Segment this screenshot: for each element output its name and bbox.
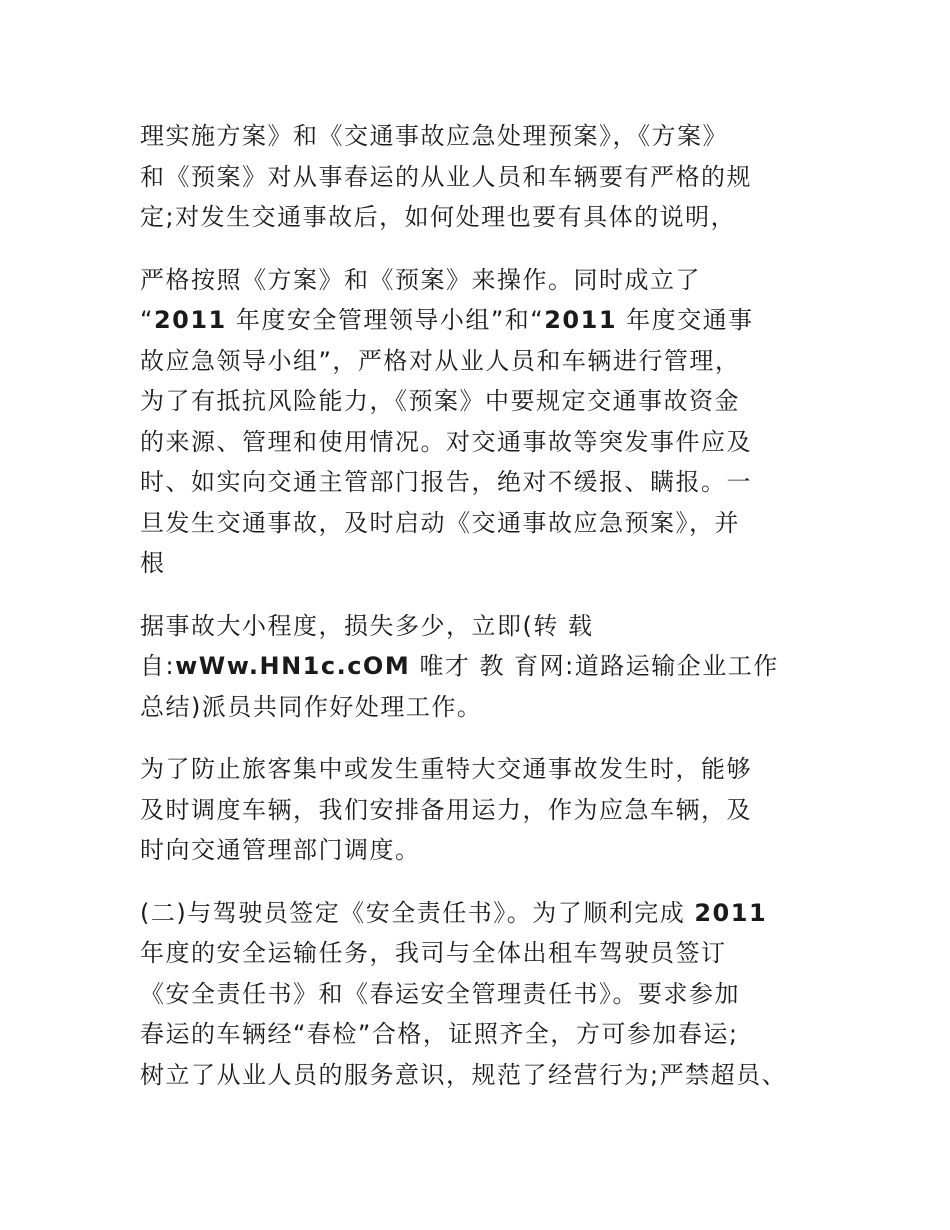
- document-body: [140, 116, 820, 1095]
- text-line: 严格按照《方案》和《预案》来操作。同时成立了: [140, 265, 701, 294]
- text-line: 的来源、管理和使用情况。对交通事故等突发事件应及: [140, 427, 752, 456]
- paragraph-2: [140, 260, 820, 584]
- text-line: 自:wWw.HN1c.cOM 唯才 教 育网:道路运输企业工作: [140, 652, 779, 680]
- text-line: 和《预案》对从事春运的从业人员和车辆要有严格的规: [140, 162, 752, 191]
- text-line: 为了有抵抗风险能力，《预案》中要规定交通事故资金: [140, 387, 740, 415]
- text-line: 为了防止旅客集中或发生重特大交通事故发生时，能够: [140, 755, 752, 783]
- paragraph-4: [140, 749, 820, 871]
- text-line: 《安全责任书》和《春运安全管理责任书》。要求参加: [140, 979, 740, 1008]
- text-line: 树立了从业人员的服务意识，规范了经营行为;严禁超员、: [140, 1060, 788, 1089]
- paragraph-1: [140, 116, 820, 238]
- text-line: 旦发生交通事故，及时启动《交通事故应急预案》，并: [140, 508, 740, 537]
- text-line: 据事故大小程度，损失多少，立即(转 载: [140, 611, 594, 640]
- text-line: 理实施方案》和《交通事故应急处理预案》，《方案》: [140, 122, 728, 150]
- paragraph-5: [140, 893, 820, 1096]
- text-line: 总结)派员共同作好处理工作。: [140, 692, 483, 721]
- text-line: 春运的车辆经“春检”合格，证照齐全，方可参加春运;: [140, 1020, 739, 1048]
- text-line: 定;对发生交通事故后，如何处理也要有具体的说明，: [140, 203, 737, 231]
- text-line: 时向交通管理部门调度。: [140, 836, 421, 864]
- text-line: 时、如实向交通主管部门报告，绝对不缓报、瞒报。一: [140, 468, 752, 496]
- text-line: 年度的安全运输任务，我司与全体出租车驾驶员签订: [140, 939, 727, 967]
- text-line: (二)与驾驶员签定《安全责任书》。为了顺利完成 2011: [140, 898, 768, 927]
- paragraph-3: [140, 606, 820, 728]
- text-line: 根: [140, 549, 166, 577]
- text-line: “2011 年度安全管理领导小组”和“2011 年度交通事: [140, 306, 754, 334]
- text-line: 及时调度车辆，我们安排备用运力，作为应急车辆，及: [140, 795, 752, 824]
- text-line: 故应急领导小组”，严格对从业人员和车辆进行管理，: [140, 346, 741, 375]
